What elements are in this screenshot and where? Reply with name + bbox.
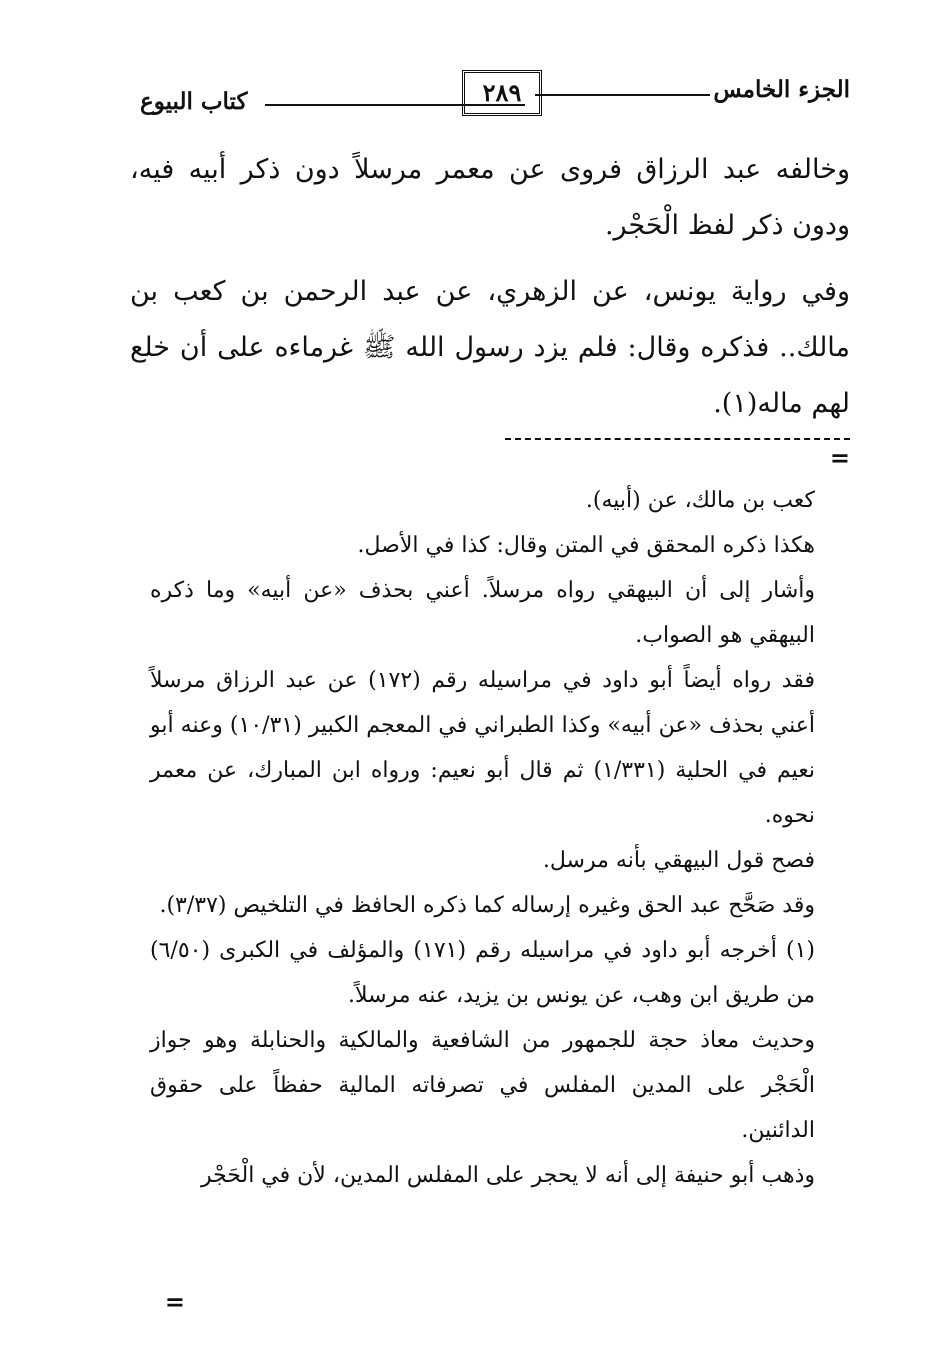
footnote-line: وأشار إلى أن البيهقي رواه مرسلاً. أعني بحذف «عن أبيه» وما ذكره البيهقي هو الصواب. <box>150 578 815 648</box>
volume-label: الجزء الخامس <box>713 76 850 103</box>
footnote-line: وحديث معاذ حجة للجمهور من الشافعية والمالكية والحنابلة وهو جواز الْحَجْر على المدين المفلس في تصرفاته المالية حفظاً على حقوق الدائنين. <box>150 1028 815 1143</box>
main-paragraph: وفي رواية يونس، عن الزهري، عن عبد الرحمن بن كعب بن مالك.. فذكره وقال: فلم يزد رسول الله ﷺ غرماءه على أن خلع لهم ماله(١). <box>130 276 850 419</box>
footnote-separator <box>505 438 850 440</box>
main-paragraph: وخالفه عبد الرزاق فروى عن معمر مرسلاً دون ذكر أبيه فيه، ودون ذكر لفظ الْحَجْر. <box>130 154 850 241</box>
main-text <box>130 142 850 442</box>
footnote-line: فقد رواه أيضاً أبو داود في مراسيله رقم (١٧٢) عن عبد الرزاق مرسلاً أعني بحذف «عن أبيه» وكذا الطبراني في المعجم الكبير (١٠/٣١) وعنه أبو نعيم في الحلية (١/٣٣١) ثم قال أبو نعيم: ورواه ابن المبارك، عن معمر نحوه. <box>150 668 815 828</box>
footnote-line: فصح قول البيهقي بأنه مرسل. <box>542 848 815 873</box>
header-rule-right <box>535 94 710 96</box>
footnote-line: هكذا ذكره المحقق في المتن وقال: كذا في الأصل. <box>357 533 815 558</box>
footnote-line: كعب بن مالك، عن (أبيه). <box>585 488 815 513</box>
header-rule-left <box>265 104 525 106</box>
running-header <box>140 70 850 130</box>
page-number: ٢٨٩ <box>462 70 542 116</box>
continuation-mark: = <box>164 1287 185 1316</box>
footnotes <box>150 478 815 1198</box>
footnote-line: وقد صَحَّح عبد الحق وغيره إرساله كما ذكره الحافظ في التلخيص (٣/٣٧). <box>159 893 815 918</box>
footnote-line: وذهب أبو حنيفة إلى أنه لا يحجر على المفلس المدين، لأن في الْحَجْر <box>200 1163 815 1188</box>
book-title: كتاب البيوع <box>140 88 248 115</box>
continuation-mark: = <box>829 443 850 472</box>
footnote-1: (١) أخرجه أبو داود في مراسيله رقم (١٧١) والمؤلف في الكبرى (٦/٥٠) من طريق ابن وهب، عن يونس بن يزيد، عنه مرسلاً. <box>150 938 815 1008</box>
